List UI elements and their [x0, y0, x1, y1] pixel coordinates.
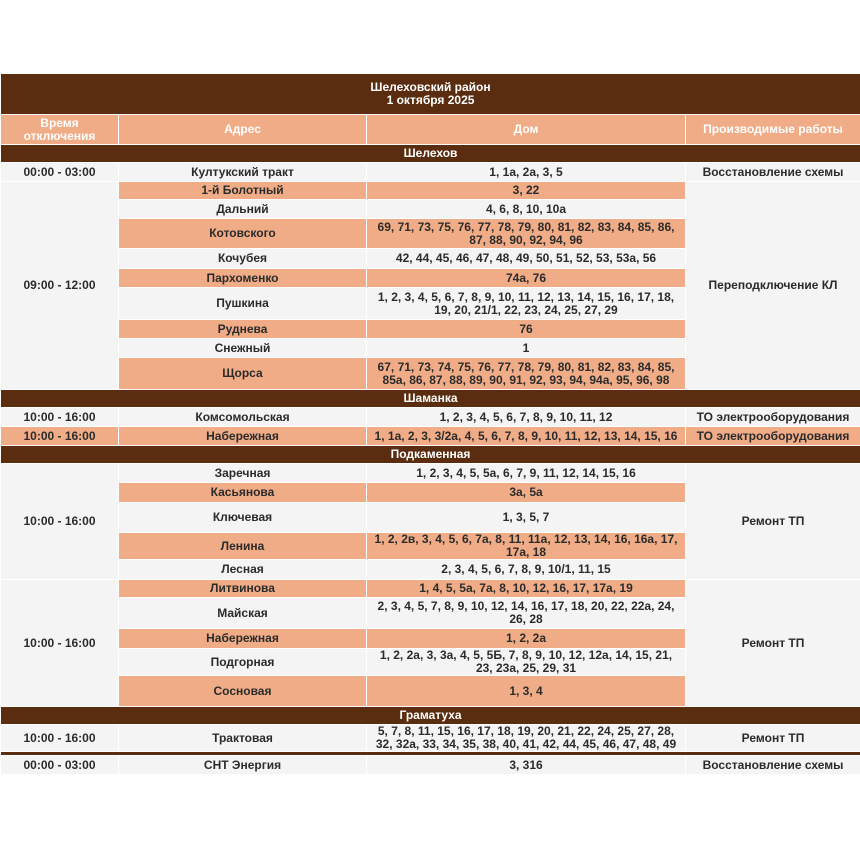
house-numbers: 3, 316	[367, 756, 686, 775]
table-row	[1, 182, 860, 200]
street-address: Щорса	[119, 358, 367, 390]
table-row	[1, 756, 860, 775]
outage-time: 10:00 - 16:00	[1, 580, 119, 707]
work-description: Ремонт ТП	[686, 725, 860, 752]
work-description: Ремонт ТП	[686, 580, 860, 707]
section-row	[1, 145, 860, 163]
house-numbers: 3а, 5а	[367, 483, 686, 503]
column-header-time: Время отключения	[1, 115, 119, 145]
street-address: Набережная	[119, 427, 367, 446]
street-address: Комсомольская	[119, 408, 367, 427]
street-address: Набережная	[119, 629, 367, 649]
house-numbers: 1, 2, 2а	[367, 629, 686, 649]
street-address: Дальний	[119, 200, 367, 219]
section-row	[1, 707, 860, 725]
house-numbers: 1, 2, 2в, 3, 4, 5, 6, 7а, 8, 11, 11а, 12, 13, 14, 16, 16а, 17, 17а, 18	[367, 533, 686, 560]
work-description: Восстановление схемы	[686, 163, 860, 182]
house-numbers: 69, 71, 73, 75, 76, 77, 78, 79, 80, 81, 82, 83, 84, 85, 86, 87, 88, 90, 92, 94, 96	[367, 219, 686, 249]
outage-time: 10:00 - 16:00	[1, 725, 119, 752]
work-description: Переподключение КЛ	[686, 182, 860, 390]
street-address: Сосновая	[119, 676, 367, 707]
house-numbers: 42, 44, 45, 46, 47, 48, 49, 50, 51, 52, 53, 53а, 56	[367, 249, 686, 269]
table-row	[1, 163, 860, 182]
outage-time: 10:00 - 16:00	[1, 427, 119, 446]
table-row	[1, 580, 860, 598]
work-description: Восстановление схемы	[686, 756, 860, 775]
table-title-row	[1, 74, 860, 115]
street-address: Касьянова	[119, 483, 367, 503]
section-title: Шаманка	[1, 390, 860, 408]
section-row	[1, 390, 860, 408]
house-numbers: 2, 3, 4, 5, 6, 7, 8, 9, 10/1, 11, 15	[367, 560, 686, 580]
house-numbers: 1, 1а, 2, 3, 3/2а, 4, 5, 6, 7, 8, 9, 10, 11, 12, 13, 14, 15, 16	[367, 427, 686, 446]
house-numbers: 1, 2, 3, 4, 5, 5а, 6, 7, 9, 11, 12, 14, 15, 16	[367, 464, 686, 483]
house-numbers: 1, 3, 4	[367, 676, 686, 707]
column-header-house: Дом	[367, 115, 686, 145]
house-numbers: 1, 2, 2а, 3, 3а, 4, 5, 5Б, 7, 8, 9, 10, 12, 12а, 14, 15, 21, 23, 23а, 25, 29, 31	[367, 649, 686, 676]
house-numbers: 1, 2, 3, 4, 5, 6, 7, 8, 9, 10, 11, 12	[367, 408, 686, 427]
table-title	[1, 74, 860, 115]
house-numbers: 5, 7, 8, 11, 15, 16, 17, 18, 19, 20, 21, 22, 24, 25, 27, 28, 32, 32а, 33, 34, 35, 38, 40, 41, 42, 44, 45, 46, 47, 48, 49	[367, 725, 686, 752]
column-header-address: Адрес	[119, 115, 367, 145]
house-numbers: 1, 1а, 2а, 3, 5	[367, 163, 686, 182]
street-address: Ключевая	[119, 503, 367, 533]
district-name: Шелеховский район	[370, 80, 491, 94]
street-address: Котовского	[119, 219, 367, 249]
street-address: Кочубея	[119, 249, 367, 269]
street-address: Трактовая	[119, 725, 367, 752]
street-address: Лесная	[119, 560, 367, 580]
outage-time: 10:00 - 16:00	[1, 464, 119, 580]
street-address: Ленина	[119, 533, 367, 560]
house-numbers: 74а, 76	[367, 269, 686, 288]
outage-time: 00:00 - 03:00	[1, 756, 119, 775]
street-address: 1-й Болотный	[119, 182, 367, 200]
house-numbers: 1	[367, 339, 686, 358]
table-row	[1, 427, 860, 446]
section-row	[1, 446, 860, 464]
house-numbers: 1, 2, 3, 4, 5, 6, 7, 8, 9, 10, 11, 12, 13, 14, 15, 16, 17, 18, 19, 20, 21/1, 22, 23, 24, 25, 27, 29	[367, 288, 686, 320]
table-row	[1, 464, 860, 483]
table-row	[1, 725, 860, 752]
house-numbers: 76	[367, 320, 686, 339]
outage-time: 00:00 - 03:00	[1, 163, 119, 182]
schedule-date: 1 октября 2025	[386, 93, 475, 107]
street-address: СНТ Энергия	[119, 756, 367, 775]
street-address: Култукский тракт	[119, 163, 367, 182]
section-title: Шелехов	[1, 145, 860, 163]
street-address: Снежный	[119, 339, 367, 358]
outage-time: 10:00 - 16:00	[1, 408, 119, 427]
outage-time: 09:00 - 12:00	[1, 182, 119, 390]
column-header-work: Производимые работы	[686, 115, 860, 145]
section-title: Подкаменная	[1, 446, 860, 464]
header-row	[1, 115, 860, 145]
house-numbers: 67, 71, 73, 74, 75, 76, 77, 78, 79, 80, 81, 82, 83, 84, 85, 85а, 86, 87, 88, 89, 90, 91, 92, 93, 94, 94а, 95, 96, 98	[367, 358, 686, 390]
street-address: Заречная	[119, 464, 367, 483]
house-numbers: 2, 3, 4, 5, 7, 8, 9, 10, 12, 14, 16, 17, 18, 20, 22, 22а, 24, 26, 28	[367, 598, 686, 629]
house-numbers: 3, 22	[367, 182, 686, 200]
outage-schedule-table	[0, 73, 860, 775]
table-row	[1, 408, 860, 427]
house-numbers: 1, 3, 5, 7	[367, 503, 686, 533]
street-address: Литвинова	[119, 580, 367, 598]
street-address: Руднева	[119, 320, 367, 339]
work-description: ТО электрооборудования	[686, 427, 860, 446]
street-address: Подгорная	[119, 649, 367, 676]
house-numbers: 1, 4, 5, 5а, 7а, 8, 10, 12, 16, 17, 17а, 19	[367, 580, 686, 598]
work-description: ТО электрооборудования	[686, 408, 860, 427]
street-address: Майская	[119, 598, 367, 629]
work-description: Ремонт ТП	[686, 464, 860, 580]
house-numbers: 4, 6, 8, 10, 10а	[367, 200, 686, 219]
section-title: Граматуха	[1, 707, 860, 725]
street-address: Пархоменко	[119, 269, 367, 288]
street-address: Пушкина	[119, 288, 367, 320]
